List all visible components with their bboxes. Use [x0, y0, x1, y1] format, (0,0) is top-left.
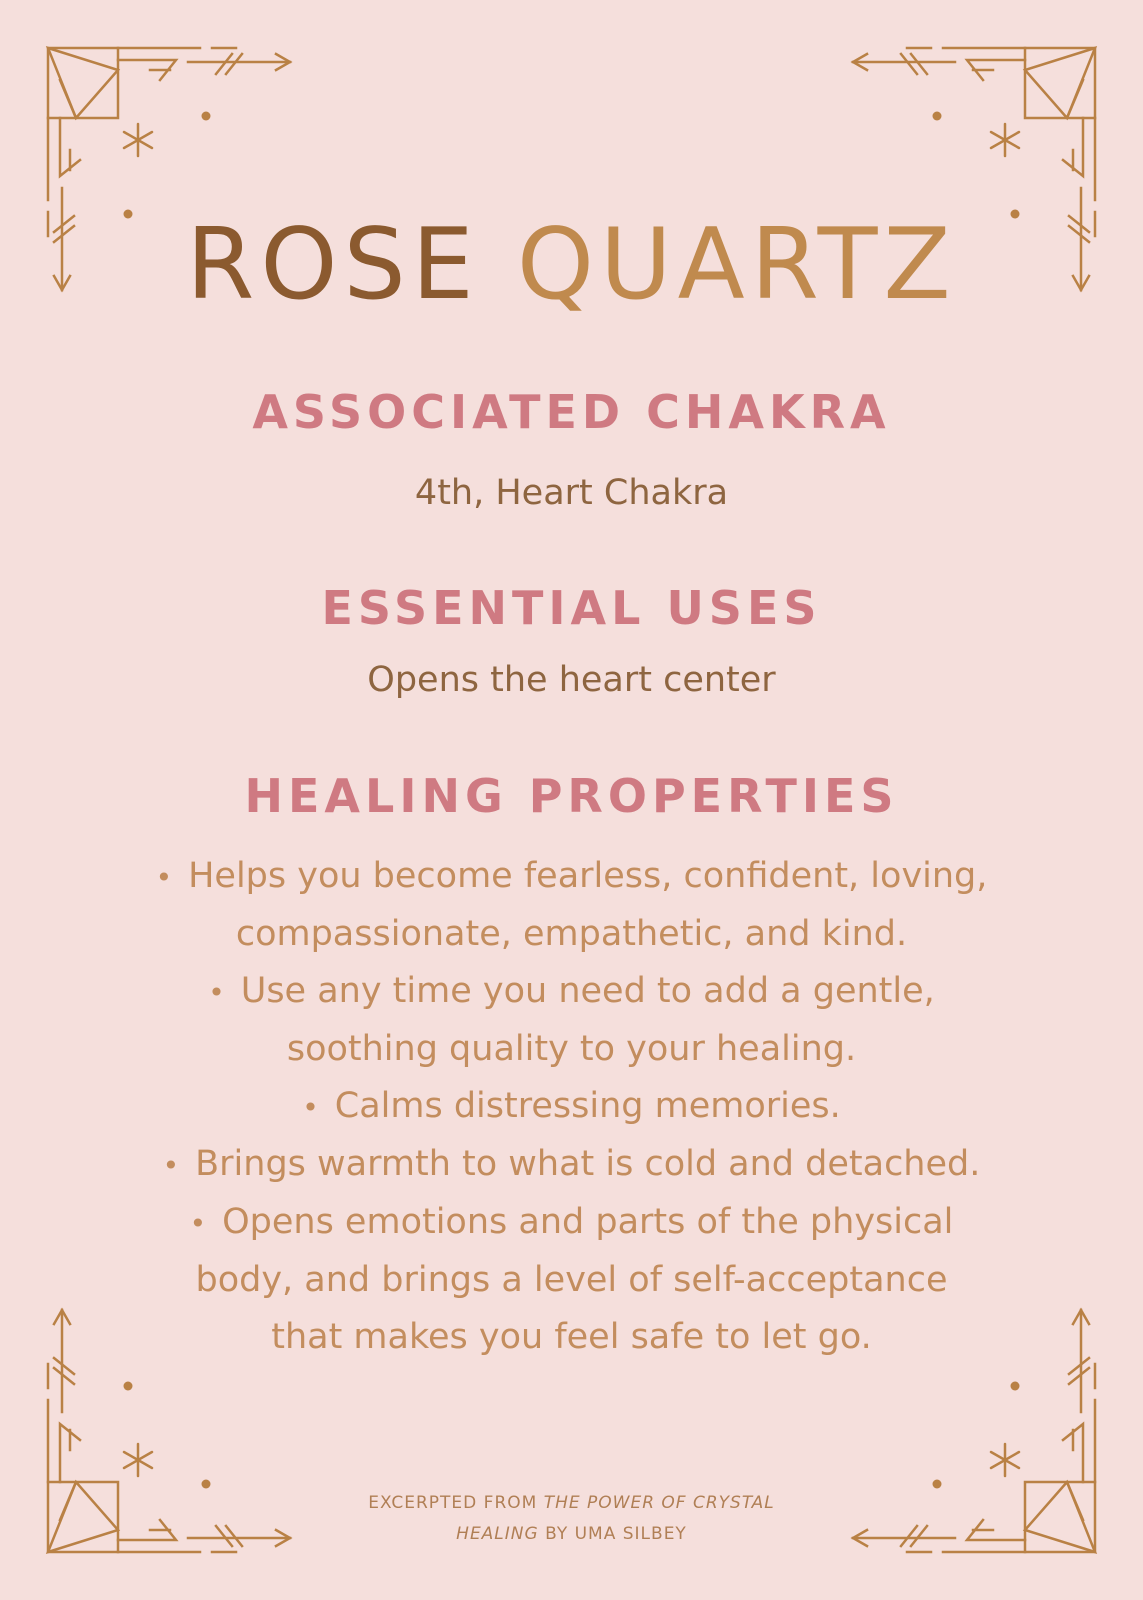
healing-properties-list — [130, 848, 1013, 1366]
asterisk-star-icon — [991, 1444, 1019, 1476]
credit-line-2 — [0, 1519, 1143, 1550]
excerpt-credit — [0, 1488, 1143, 1550]
list-item — [130, 906, 1013, 963]
heading-healing-properties: HEALING PROPERTIES — [244, 769, 899, 823]
list-item — [130, 1194, 1013, 1252]
list-item — [130, 848, 1013, 906]
dot-icon — [1011, 1382, 1020, 1391]
list-item-text: compassionate, empathetic, and kind. — [235, 914, 908, 954]
credit-prefix: EXCERPTED FROM — [368, 1493, 544, 1513]
list-item — [130, 963, 1013, 1021]
list-item — [130, 1136, 1013, 1194]
page-title — [0, 205, 1143, 325]
bullet-icon: • — [155, 861, 173, 894]
dot-icon — [202, 112, 211, 121]
bullet-icon: • — [162, 1149, 180, 1182]
list-item-text: Helps you become fearless, confident, loving, — [188, 856, 988, 896]
list-item-text: Brings warmth to what is cold and detached. — [195, 1144, 981, 1184]
value-essential-uses: Opens the heart center — [367, 660, 776, 700]
list-item-text: Opens emotions and parts of the physical — [222, 1202, 954, 1242]
credit-line-1 — [0, 1488, 1143, 1519]
bullet-icon: • — [189, 1207, 207, 1240]
dot-icon — [933, 112, 942, 121]
dot-icon — [124, 1382, 133, 1391]
list-item — [130, 1309, 1013, 1366]
list-item — [130, 1252, 1013, 1309]
asterisk-star-icon — [124, 1444, 152, 1476]
list-item-text: Use any time you need to add a gentle, — [240, 971, 935, 1011]
bullet-icon: • — [208, 976, 225, 1009]
heading-essential-uses: ESSENTIAL USES — [321, 581, 822, 635]
list-item-text: Calms distressing memories. — [334, 1086, 841, 1126]
heading-associated-chakra: ASSOCIATED CHAKRA — [252, 385, 891, 439]
list-item-text: soothing quality to your healing. — [286, 1029, 857, 1069]
list-item — [130, 1078, 1013, 1136]
value-associated-chakra: 4th, Heart Chakra — [414, 473, 729, 513]
bullet-icon: • — [302, 1091, 319, 1124]
asterisk-star-icon — [124, 124, 152, 156]
credit-author: BY UMA SILBEY — [538, 1524, 687, 1544]
title-word-quartz: QUARTZ — [516, 208, 957, 322]
list-item-text: body, and brings a level of self-acceptance — [195, 1260, 948, 1300]
title-word-rose: ROSE — [186, 208, 480, 322]
credit-book-title-part2: HEALING — [456, 1524, 539, 1544]
credit-book-title-part1: THE POWER OF CRYSTAL — [543, 1493, 775, 1513]
asterisk-star-icon — [991, 124, 1019, 156]
list-item-text: that makes you feel safe to let go. — [271, 1317, 872, 1357]
list-item — [130, 1021, 1013, 1078]
